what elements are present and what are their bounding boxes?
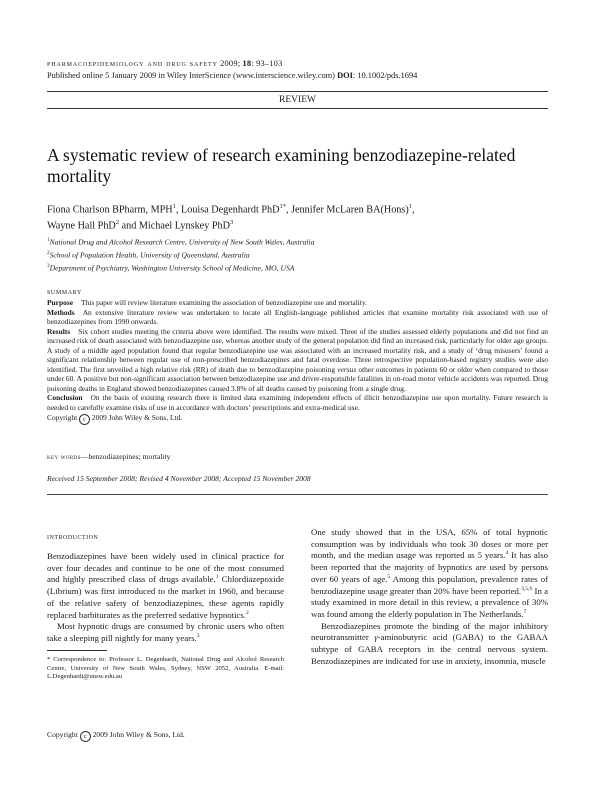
citation-mark[interactable]: 3,5,6 bbox=[521, 585, 533, 592]
author-separator: , bbox=[175, 204, 181, 216]
copyright-symbol-icon: c bbox=[79, 414, 90, 425]
purpose-label: Purpose bbox=[47, 298, 74, 307]
affiliation-list bbox=[47, 235, 548, 273]
abstract-purpose bbox=[47, 298, 548, 308]
abstract bbox=[47, 298, 548, 425]
introduction-heading: introduction bbox=[47, 531, 99, 541]
header-rule-bottom bbox=[47, 108, 548, 109]
journal-year: 2009; bbox=[217, 59, 243, 68]
citation-mark[interactable]: 7 bbox=[523, 609, 527, 616]
author-separator: , bbox=[285, 204, 292, 216]
affiliation-number: 2 bbox=[47, 249, 50, 256]
author-name: Jennifer McLaren BA(Hons) bbox=[291, 204, 409, 216]
affiliation bbox=[47, 235, 548, 248]
paragraph-text: Chlordiazepoxide (Librium) was first introduced to the market in 1960, and because of the relative safety of benzodiazepines, these agents rapidly replaced barbiturates as the preferred sedative hypnotics. bbox=[47, 574, 284, 620]
affiliation-text: National Drug and Alcohol Research Centre, University of New South Wales, Australia bbox=[49, 237, 315, 247]
keywords-text: —benzodiazepines; mortality bbox=[80, 452, 171, 461]
published-online-text: Published online 5 January 2009 in Wiley InterScience (www.interscience.wiley.com) bbox=[47, 71, 338, 80]
paragraph-text: Most hypnotic drugs are consumed by chronic users who often take a sleeping pill nightly for many years. bbox=[47, 621, 284, 643]
correspondence-footnote: * Correspondence to: Professor L. Degenhardt, National Drug and Alcohol Research Centre, University of New South Wales, Sydney, NSW 2052, Australia. E-mail: L.Degenhardt@unsw.edu.au bbox=[47, 656, 284, 681]
methods-label: Methods bbox=[47, 307, 75, 317]
copyright-label: Copyright bbox=[47, 412, 78, 422]
affiliation-text: Department of Psychiatry, Washington University School of Medicine, MO, USA bbox=[49, 263, 295, 273]
author-name: Fiona Charlson BPharm, MPH bbox=[47, 204, 173, 216]
abstract-results bbox=[47, 327, 548, 394]
citation-mark[interactable]: 1 bbox=[215, 574, 219, 581]
keywords bbox=[47, 452, 170, 461]
conclusion-label: Conclusion bbox=[47, 393, 83, 403]
copyright-text: 2009 John Wiley & Sons, Ltd. bbox=[92, 730, 185, 739]
journal-pages: : 93–103 bbox=[251, 59, 283, 68]
body-column-left bbox=[47, 531, 284, 645]
paragraph-text: It has also been reported that the majority of hypnotics are used by persons over 60 years of age. bbox=[311, 550, 549, 584]
affiliation bbox=[47, 261, 548, 274]
paragraph-text: Among this population, prevalence rates of benzodiazepine usage greater than 20% have been reported. bbox=[311, 573, 548, 596]
author-separator: and bbox=[119, 220, 139, 232]
copyright-text: 2009 John Wiley & Sons, Ltd. bbox=[91, 412, 183, 422]
body-paragraph bbox=[311, 527, 548, 621]
doi-value[interactable]: : 10.1002/pds.1694 bbox=[352, 71, 418, 80]
author-name: Michael Lynskey PhD bbox=[138, 220, 230, 232]
conclusion-text: On the basis of existing research there is limited data examining independent effects of illicit benzodiazepine use upon mortality. Future research is needed to carefully examine risks of use in accordance with doctors’ prescriptions and extra-medical use. bbox=[47, 393, 548, 413]
summary-heading: summary bbox=[47, 287, 82, 296]
page-footer-copyright bbox=[47, 730, 185, 742]
affiliation-number: 1 bbox=[47, 237, 50, 243]
footnote-rule bbox=[47, 650, 107, 651]
doi-label: DOI bbox=[337, 71, 353, 80]
keywords-label: key words bbox=[47, 452, 81, 461]
article-title: A systematic review of research examining benzodiazepine-related mortality bbox=[47, 145, 516, 186]
paragraph-text: Benzodiazepines have been widely used in clinical practice for over four decades and continue to be one of the most consumed and highly prescribed class of drugs available. bbox=[47, 551, 284, 585]
results-text-continued: other outcomes in patients 60 or older when compared to those under 60. A positive but non-significant association between benzodiazepine use and driver-responsible fatalities in on-road motor vehicle accidents was reported. Drug poisoning deaths in England showed benzodiazepines caused 3.8% of all deaths caused by poisoning from a single drug. bbox=[47, 364, 548, 393]
gamma-symbol: γ bbox=[374, 632, 378, 643]
affiliation bbox=[47, 248, 548, 261]
author-name: Louisa Degenhardt PhD bbox=[181, 204, 280, 216]
received-dates: Received 15 September 2008; Revised 4 November 2008; Accepted 15 November 2008 bbox=[47, 474, 311, 483]
journal-volume: 18 bbox=[242, 59, 252, 68]
author-affiliation-mark: 3 bbox=[229, 219, 234, 227]
paragraph-text: Benzodiazepines promote the binding of the major inhibitory neurotransmitter bbox=[311, 620, 548, 643]
paragraph-text: In a study examined in more detail in this review, a prevalence of 30% was found among the elderly population in The Netherlands. bbox=[311, 585, 548, 619]
citation-mark[interactable]: 5 bbox=[387, 573, 391, 580]
author-affiliation-mark: 1 bbox=[172, 203, 176, 210]
author-separator: , bbox=[412, 204, 415, 216]
abstract-conclusion bbox=[47, 393, 548, 424]
affiliation-text: School of Population Health, University of Queensland, Australia bbox=[49, 250, 250, 260]
results-versus: versus bbox=[337, 364, 357, 374]
author-affiliation-mark: 1* bbox=[279, 203, 286, 210]
copyright-label: Copyright bbox=[47, 730, 78, 739]
section-divider bbox=[47, 494, 548, 495]
section-label: REVIEW bbox=[279, 95, 316, 105]
copyright-symbol-icon: c bbox=[80, 731, 91, 742]
header-rule-top bbox=[47, 91, 548, 92]
citation-mark[interactable]: 2 bbox=[245, 609, 249, 616]
journal-name: pharmacoepidemiology and drug safety bbox=[47, 58, 218, 68]
affiliation-number: 3 bbox=[47, 262, 50, 269]
paragraph-text: -aminobutyric acid (GABA) to the GABAA subtype of GABA receptors in the central nervous system. Benzodiazepines are indicated for use in anxiety, insomnia, muscle bbox=[311, 632, 548, 666]
author-name: Wayne Hall PhD bbox=[47, 220, 116, 232]
body-paragraph bbox=[311, 621, 548, 668]
publication-info bbox=[47, 71, 417, 80]
citation-mark[interactable]: 3 bbox=[196, 633, 200, 640]
results-text: Six cohort studies meeting the criteria above were identified. The results were mixed. Three of the studies assessed elderly populations and did not find an increased risk of death associated with benzodiazepine use, whereas another study of the general population did find an increased risk, particularly for older age groups. A study of a middle aged population found that regular benzodiazepine use was associated with an increased mortality risk, and a study of ‘drug misusers’ found a significant relationship between regular use of non-prescribed benzodiazepines and fatal overdose. Three retrospective population-based registry studies were also identified. The first unveiled a high relative risk (RR) of death due to benzodiazepine poisoning bbox=[47, 326, 548, 374]
author-list bbox=[47, 200, 548, 233]
journal-citation bbox=[47, 58, 282, 68]
purpose-text: This paper will review literature examining the association of benzodiazepine use and mortality. bbox=[81, 298, 368, 307]
author-affiliation-mark: 2 bbox=[115, 219, 120, 227]
body-column-right bbox=[311, 527, 548, 667]
paragraph-text: One study showed that in the USA, 65% of total hypnotic consumption was by individuals who took 30 doses or more per month, and the median usage was reported as 5 years. bbox=[311, 527, 548, 561]
author-affiliation-mark: 1 bbox=[408, 203, 412, 210]
results-label: Results bbox=[47, 326, 71, 336]
methods-text: An extensive literature review was undertaken to locate all English-language published articles that examine mortality risk associated with use of benzodiazepines from 1990 onwards. bbox=[47, 307, 548, 327]
abstract-methods bbox=[47, 308, 548, 327]
citation-mark[interactable]: 4 bbox=[505, 550, 509, 557]
body-paragraph bbox=[47, 621, 284, 644]
body-paragraph bbox=[47, 551, 284, 621]
